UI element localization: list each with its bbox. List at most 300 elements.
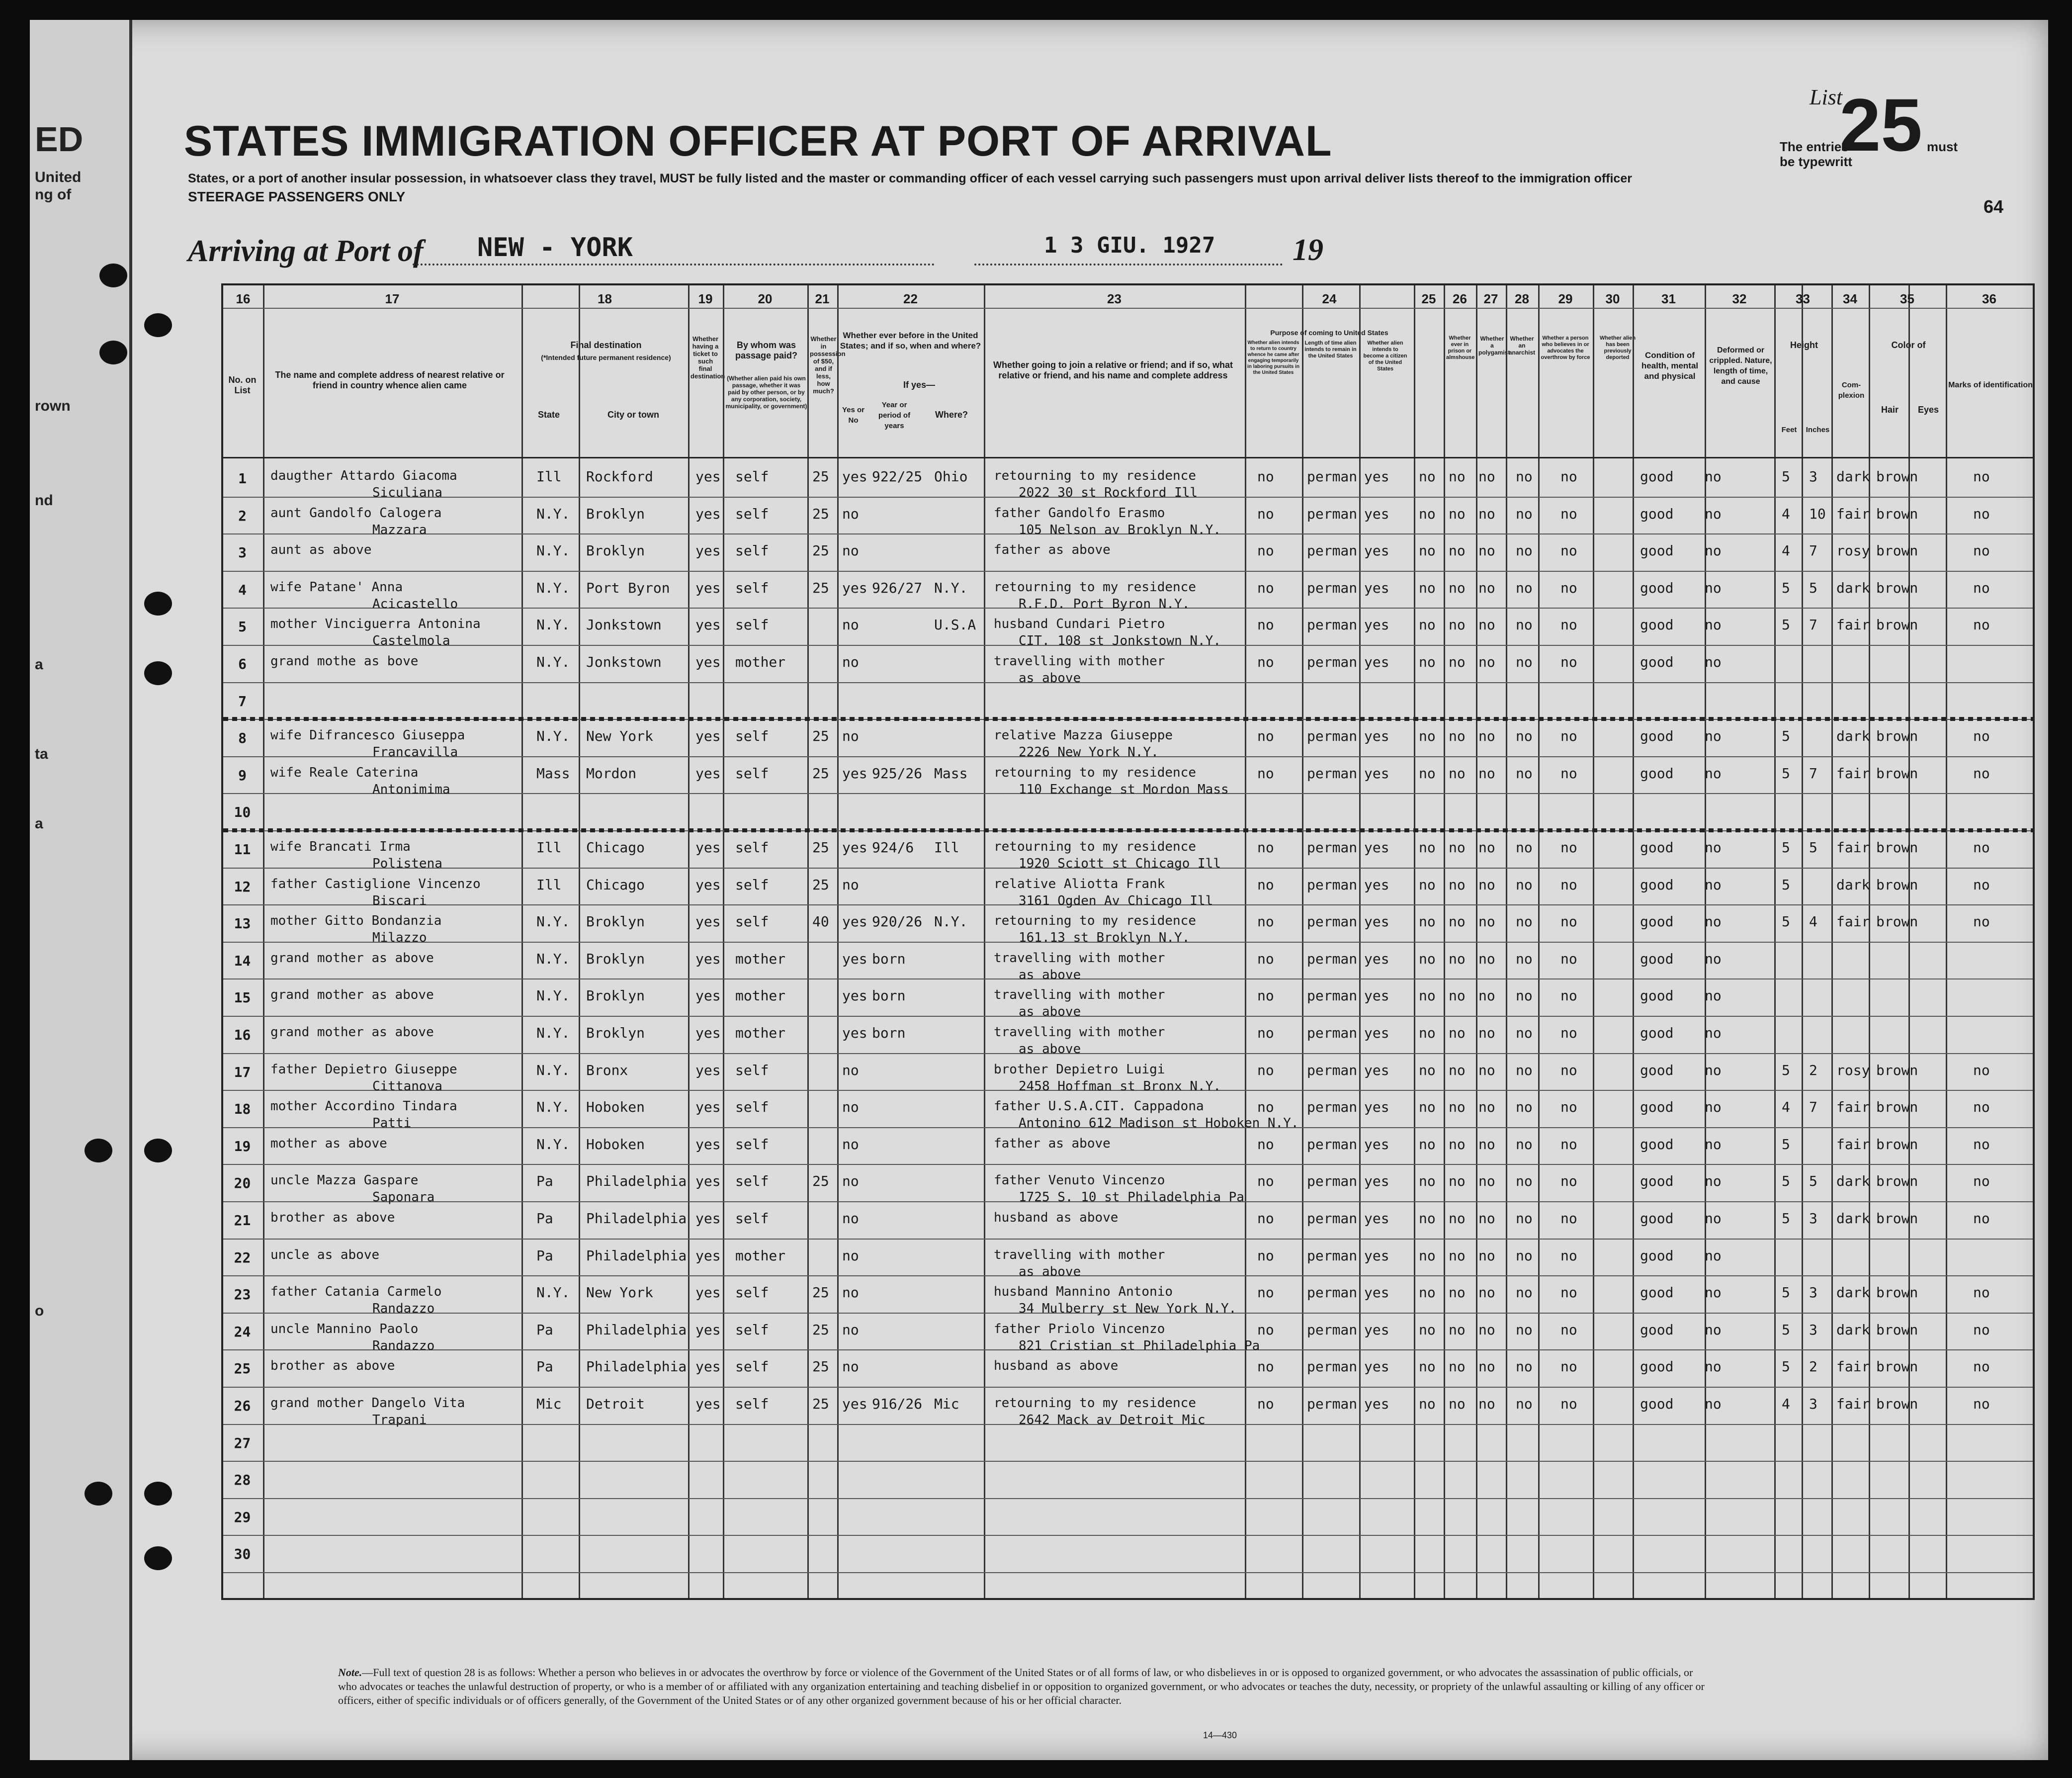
cell-health: good	[1640, 468, 1674, 485]
cell-health: good	[1640, 1210, 1674, 1227]
cell-period: born	[872, 1025, 906, 1041]
cell-health: good	[1640, 1358, 1674, 1375]
column-number: 16	[236, 291, 251, 306]
cell-city: Broklyn	[586, 542, 645, 559]
cell-p2: perman	[1307, 1025, 1358, 1041]
cell-state: N.Y.	[536, 1099, 570, 1116]
cell-where: Ill	[934, 839, 959, 856]
year-label: 19	[1293, 233, 1323, 267]
col-header-passage-paid: By whom was passage paid?	[735, 340, 798, 360]
cell-rel-town: Milazzo	[372, 930, 427, 946]
cell-health: good	[1640, 1136, 1674, 1153]
cell-paid: self	[735, 1284, 769, 1301]
col-header-complexion: Com-plexion	[1838, 381, 1865, 400]
cell-health: good	[1640, 839, 1674, 856]
cell-p2: perman	[1307, 728, 1358, 745]
cell-p1: no	[1257, 1210, 1274, 1227]
cell-hair: brown	[1876, 913, 1918, 930]
cell-c30: no	[1560, 876, 1577, 893]
cell-state: Pa	[536, 1173, 553, 1190]
cell-rel-town: Randazzo	[372, 1301, 435, 1317]
cell-compl: dark	[1836, 1284, 1870, 1301]
cell-feet: 5	[1782, 913, 1790, 930]
cell-join-address: 3161 Ogden Av Chicago Ill	[1019, 893, 1213, 908]
cell-p3: yes	[1364, 1321, 1389, 1338]
cell-c28: no	[1478, 1025, 1495, 1041]
cell-p2: perman	[1307, 468, 1358, 485]
column-number: 34	[1843, 291, 1857, 306]
cell-ticket: yes	[695, 987, 721, 1004]
cell-hair: brown	[1876, 1099, 1918, 1116]
cell-money: 25	[812, 1284, 829, 1301]
cell-c29: no	[1516, 728, 1533, 745]
cell-p3: yes	[1364, 1358, 1389, 1375]
cell-c30: no	[1560, 1284, 1577, 1301]
cell-c26: no	[1419, 728, 1436, 745]
cell-hair: brown	[1876, 1173, 1918, 1190]
cell-join-address: as above	[1019, 1004, 1081, 1020]
cell-state: N.Y.	[536, 617, 570, 633]
cell-join-address: R.F.D. Port Byron N.Y.	[1019, 596, 1190, 612]
cell-p3: yes	[1364, 876, 1389, 893]
row-number: 30	[234, 1546, 251, 1563]
cell-paid: mother	[735, 1247, 786, 1264]
cell-city: New York	[586, 728, 653, 745]
cell-rel: grand mothe as bove	[270, 654, 419, 669]
cell-city: Broklyn	[586, 505, 645, 522]
cell-c27: no	[1449, 839, 1466, 856]
cell-p2: perman	[1307, 839, 1358, 856]
row-rule	[223, 571, 2033, 572]
cell-c28: no	[1478, 839, 1495, 856]
cell-marks: no	[1973, 765, 1990, 782]
cell-feet: 5	[1782, 1358, 1790, 1375]
left-fragment: a	[35, 815, 43, 832]
cell-paid: self	[735, 1099, 769, 1116]
cell-feet: 4	[1782, 1396, 1790, 1412]
cell-before: no	[842, 1136, 859, 1153]
cell-money: 25	[812, 728, 829, 745]
cell-rel: mother Accordino Tindara	[270, 1099, 457, 1114]
cell-compl: fair	[1836, 1358, 1870, 1375]
cell-c28: no	[1478, 1396, 1495, 1412]
cell-deform: no	[1705, 1062, 1722, 1078]
cell-c28: no	[1478, 542, 1495, 559]
row-number: 13	[234, 915, 251, 932]
cell-ticket: yes	[695, 1099, 721, 1116]
cell-feet: 5	[1782, 468, 1790, 485]
cell-inches: 5	[1809, 1173, 1817, 1190]
cell-p1: no	[1257, 765, 1274, 782]
cell-p1: no	[1257, 617, 1274, 633]
cell-join-address: 110 Exchange st Mordon Mass	[1019, 782, 1229, 797]
cell-hair: brown	[1876, 728, 1918, 745]
cell-paid: self	[735, 913, 769, 930]
cell-state: Mass	[536, 765, 570, 782]
cell-join-address: as above	[1019, 1042, 1081, 1057]
cell-money: 25	[812, 839, 829, 856]
cell-rel: mother as above	[270, 1136, 387, 1151]
cell-p3: yes	[1364, 1025, 1389, 1041]
cell-c29: no	[1516, 468, 1533, 485]
cell-p2: perman	[1307, 1062, 1358, 1078]
cell-where: Ohio	[934, 468, 968, 485]
cell-marks: no	[1973, 542, 1990, 559]
cell-period: born	[872, 950, 906, 967]
cell-before: no	[842, 1099, 859, 1116]
header-rule	[223, 457, 2033, 458]
col-header-joining: Whether going to join a relative or friend; and if so, what relative or friend, and his name and complete address	[993, 360, 1233, 380]
cell-p3: yes	[1364, 505, 1389, 522]
cell-paid: self	[735, 1321, 769, 1338]
cell-deform: no	[1705, 839, 1722, 856]
cell-c29: no	[1516, 1321, 1533, 1338]
cell-c29: no	[1516, 876, 1533, 893]
cell-join: travelling with mother	[994, 1025, 1165, 1040]
cell-ticket: yes	[695, 468, 721, 485]
col-header-height: Height	[1790, 340, 1818, 350]
cell-rel: mother Gitto Bondanzia	[270, 913, 442, 929]
cell-c27: no	[1449, 468, 1466, 485]
cell-inches: 4	[1809, 913, 1817, 930]
cell-c26: no	[1419, 1173, 1436, 1190]
cell-paid: self	[735, 1210, 769, 1227]
cell-c29: no	[1516, 654, 1533, 670]
left-fragment: ta	[35, 746, 48, 762]
column-number: 27	[1483, 291, 1498, 306]
cell-rel: uncle as above	[270, 1247, 380, 1262]
cell-c26: no	[1419, 1284, 1436, 1301]
cell-c28: no	[1478, 1284, 1495, 1301]
cell-feet: 5	[1782, 728, 1790, 745]
cell-p3: yes	[1364, 468, 1389, 485]
cell-c26: no	[1419, 950, 1436, 967]
form-code: 14—430	[1203, 1730, 1237, 1740]
cell-before: yes	[842, 1025, 867, 1041]
cell-p3: yes	[1364, 1247, 1389, 1264]
cell-before: no	[842, 1321, 859, 1338]
cell-c26: no	[1419, 1358, 1436, 1375]
row-rule	[223, 1164, 2033, 1165]
cell-health: good	[1640, 1099, 1674, 1116]
cell-inches: 7	[1809, 617, 1817, 633]
cell-hair: brown	[1876, 1396, 1918, 1412]
cell-c29: no	[1516, 950, 1533, 967]
cell-deform: no	[1705, 1396, 1722, 1412]
cell-ticket: yes	[695, 1062, 721, 1078]
cell-before: no	[842, 617, 859, 633]
cell-c26: no	[1419, 765, 1436, 782]
cell-inches: 3	[1809, 468, 1817, 485]
cell-p2: perman	[1307, 1247, 1358, 1264]
cell-join: retourning to my residence	[994, 579, 1196, 595]
cell-c30: no	[1560, 839, 1577, 856]
cell-before: no	[842, 542, 859, 559]
cell-before: no	[842, 1247, 859, 1264]
cell-feet: 5	[1782, 765, 1790, 782]
cell-c27: no	[1449, 1173, 1466, 1190]
row-number: 21	[234, 1212, 251, 1229]
cell-paid: self	[735, 765, 769, 782]
cell-c30: no	[1560, 579, 1577, 596]
header-rule	[223, 308, 2033, 309]
binder-hole	[85, 1139, 112, 1162]
cell-c30: no	[1560, 1136, 1577, 1153]
cell-p1: no	[1257, 1358, 1274, 1375]
cell-ticket: yes	[695, 1210, 721, 1227]
row-rule	[223, 1275, 2033, 1276]
column-number: 30	[1605, 291, 1620, 306]
row-number: 24	[234, 1323, 251, 1340]
list-note-line: be typewritt	[1780, 154, 1852, 169]
column-number: 35	[1900, 291, 1914, 306]
cell-before: no	[842, 1173, 859, 1190]
cell-c28: no	[1478, 1173, 1495, 1190]
cell-rel-town: Mazzara	[372, 522, 427, 537]
cell-c30: no	[1560, 617, 1577, 633]
cell-where: Mass	[934, 765, 968, 782]
cell-marks: no	[1973, 617, 1990, 633]
cell-p1: no	[1257, 505, 1274, 522]
column-number: 28	[1515, 291, 1529, 306]
column-number: 21	[815, 291, 830, 306]
cell-c30: no	[1560, 1099, 1577, 1116]
cell-join-address: 2458 Hoffman st Bronx N.Y.	[1019, 1078, 1221, 1094]
cell-p2: perman	[1307, 579, 1358, 596]
cell-p2: perman	[1307, 1136, 1358, 1153]
cell-health: good	[1640, 1284, 1674, 1301]
cell-deform: no	[1705, 1284, 1722, 1301]
cell-city: Jonkstown	[586, 654, 662, 670]
cell-p2: perman	[1307, 987, 1358, 1004]
cell-join-address: 105 Nelson av Broklyn N.Y.	[1019, 522, 1221, 537]
cell-c26: no	[1419, 654, 1436, 670]
row-number: 10	[234, 804, 251, 821]
cell-c28: no	[1478, 913, 1495, 930]
cell-city: Hoboken	[586, 1099, 645, 1116]
cell-p1: no	[1257, 468, 1274, 485]
cell-rel-town: Polistena	[372, 856, 442, 871]
cell-c29: no	[1516, 1062, 1533, 1078]
cell-hair: brown	[1876, 505, 1918, 522]
left-fragment: rown	[35, 398, 71, 414]
page-title: STATES IMMIGRATION OFFICER AT PORT OF ARRIVAL	[184, 117, 1332, 165]
cell-before: no	[842, 1358, 859, 1375]
cell-paid: self	[735, 1396, 769, 1412]
cell-ticket: yes	[695, 1136, 721, 1153]
cell-compl: dark	[1836, 1210, 1870, 1227]
row-number: 9	[238, 767, 247, 784]
cell-marks: no	[1973, 505, 1990, 522]
cell-hair: brown	[1876, 617, 1918, 633]
cell-health: good	[1640, 1396, 1674, 1412]
cell-health: good	[1640, 1321, 1674, 1338]
column-number: 23	[1107, 291, 1122, 306]
cell-rel-town: Patti	[372, 1116, 412, 1131]
cell-c28: no	[1478, 1136, 1495, 1153]
cell-state: Pa	[536, 1247, 553, 1264]
column-number: 22	[903, 291, 918, 306]
cell-c30: no	[1560, 1396, 1577, 1412]
cell-c27: no	[1449, 654, 1466, 670]
cell-c26: no	[1419, 617, 1436, 633]
cell-deform: no	[1705, 913, 1722, 930]
cell-feet: 5	[1782, 1173, 1790, 1190]
col-header-relative: The name and complete address of nearest relative or friend in country whence alien came	[275, 370, 505, 390]
cell-p3: yes	[1364, 1173, 1389, 1190]
cell-before: no	[842, 1062, 859, 1078]
cell-c30: no	[1560, 1321, 1577, 1338]
cell-health: good	[1640, 542, 1674, 559]
footnote-text: —Full text of question 28 is as follows: Whether a person who believes in or advocates the overthrow by force or violence of the Government of the United States or of all forms of law, or who disbelieves in or is opposed to organized government, or who advocates the assassination of public officials, or who advocates or teaches the unlawful destruction of property, or who is a member of or affiliated with any organization entertaining and teaching disbelief in or opposition to organized government, or who advocates or teaches the duty, necessity, or propriety of the unlawful assaulting or killing of any officer or officers, either of specific individuals or of officers generally, of the Government of the United States or of any other organized government because of his or her official character.	[338, 1666, 1705, 1706]
cell-rel-town: Saponara	[372, 1190, 435, 1205]
cell-period: 920/26	[872, 913, 923, 930]
cell-p2: perman	[1307, 950, 1358, 967]
cell-state: N.Y.	[536, 1284, 570, 1301]
cell-join-address: Antonino 612 Madison st Hoboken N.Y.	[1019, 1116, 1299, 1131]
cell-c27: no	[1449, 1210, 1466, 1227]
cell-money: 25	[812, 1396, 829, 1412]
cell-p3: yes	[1364, 839, 1389, 856]
cell-c29: no	[1516, 1099, 1533, 1116]
cell-c27: no	[1449, 765, 1466, 782]
cell-state: Pa	[536, 1321, 553, 1338]
col-header-hair: Hair	[1881, 405, 1899, 415]
cell-c28: no	[1478, 579, 1495, 596]
cell-money: 25	[812, 1173, 829, 1190]
cell-p1: no	[1257, 839, 1274, 856]
arriving-label: Arriving at Port of	[188, 234, 424, 268]
list-note-line: The entries	[1780, 139, 1849, 154]
column-number: 26	[1453, 291, 1467, 306]
cell-period: 924/6	[872, 839, 914, 856]
cell-deform: no	[1705, 579, 1722, 596]
port-of-arrival: NEW - YORK	[477, 233, 633, 263]
cell-where: N.Y.	[934, 579, 968, 596]
cell-feet: 5	[1782, 1210, 1790, 1227]
row-number: 16	[234, 1027, 251, 1043]
cell-join-address: 1725 S. 10 st Philadelphia Pa	[1019, 1190, 1244, 1205]
cell-join: father Priolo Vincenzo	[994, 1321, 1165, 1336]
cell-state: Mic	[536, 1396, 562, 1412]
cell-city: Chicago	[586, 876, 645, 893]
cell-p1: no	[1257, 728, 1274, 745]
cell-state: Pa	[536, 1210, 553, 1227]
row-number: 17	[234, 1064, 251, 1080]
col-header-overthrow: Whether a person who believes in or advocates the overthrow by force	[1541, 335, 1590, 360]
dotted-rule	[974, 264, 1283, 266]
cell-join-address: 2226 New York N.Y.	[1019, 745, 1159, 760]
cell-c30: no	[1560, 1210, 1577, 1227]
cell-before: yes	[842, 765, 867, 782]
cell-inches: 7	[1809, 765, 1817, 782]
cell-ticket: yes	[695, 1173, 721, 1190]
row-number: 22	[234, 1249, 251, 1266]
cell-rel: grand mother Dangelo Vita	[270, 1396, 465, 1411]
cell-compl: fair	[1836, 1396, 1870, 1412]
cell-p3: yes	[1364, 617, 1389, 633]
cell-c26: no	[1419, 987, 1436, 1004]
cell-join-address: as above	[1019, 1264, 1081, 1279]
cell-period: born	[872, 987, 906, 1004]
cell-join-address: 34 Mulberry st New York N.Y.	[1019, 1301, 1237, 1317]
cell-c29: no	[1516, 617, 1533, 633]
col-header-anarchist: Whether an anarchist	[1508, 335, 1536, 356]
column-number: 18	[598, 291, 612, 306]
cell-paid: self	[735, 1358, 769, 1375]
binder-hole	[144, 661, 172, 685]
left-fragment: ED	[35, 120, 84, 159]
cell-c28: no	[1478, 1247, 1495, 1264]
row-number: 25	[234, 1360, 251, 1377]
cell-c29: no	[1516, 987, 1533, 1004]
cell-marks: no	[1973, 1284, 1990, 1301]
col-header-list-no: No. on List	[228, 375, 257, 395]
cell-period: 916/26	[872, 1396, 923, 1412]
cell-rel: wife Difrancesco Giuseppa	[270, 728, 465, 743]
cell-ticket: yes	[695, 1321, 721, 1338]
cell-health: good	[1640, 1247, 1674, 1264]
cell-health: good	[1640, 579, 1674, 596]
cell-marks: no	[1973, 1173, 1990, 1190]
cell-p1: no	[1257, 579, 1274, 596]
cell-c26: no	[1419, 505, 1436, 522]
col-header-if-yes: If yes—	[903, 380, 936, 390]
cell-p1: no	[1257, 1025, 1274, 1041]
cell-rel: aunt as above	[270, 542, 372, 558]
cell-p2: perman	[1307, 913, 1358, 930]
cell-ticket: yes	[695, 505, 721, 522]
cell-join-address: CIT. 108 st Jonkstown N.Y.	[1019, 633, 1221, 649]
cell-marks: no	[1973, 1136, 1990, 1153]
footnote-label: Note.	[338, 1666, 362, 1679]
cell-c26: no	[1419, 839, 1436, 856]
cell-c30: no	[1560, 654, 1577, 670]
cell-p3: yes	[1364, 1284, 1389, 1301]
cell-p3: yes	[1364, 579, 1389, 596]
cell-marks: no	[1973, 876, 1990, 893]
cell-rel-town: Antonimima	[372, 782, 450, 797]
cell-c26: no	[1419, 1136, 1436, 1153]
row-rule	[223, 1387, 2033, 1388]
cell-rel-town: Trapani	[372, 1413, 427, 1427]
cell-deform: no	[1705, 468, 1722, 485]
column-number: 29	[1558, 291, 1573, 306]
cell-hair: brown	[1876, 1062, 1918, 1078]
cell-join: retourning to my residence	[994, 1396, 1196, 1411]
cell-c27: no	[1449, 579, 1466, 596]
column-number: 25	[1421, 291, 1436, 306]
cell-p1: no	[1257, 1321, 1274, 1338]
cell-compl: fair	[1836, 1099, 1870, 1116]
row-rule	[223, 1535, 2033, 1536]
binder-hole	[144, 1546, 172, 1570]
cell-p1: no	[1257, 987, 1274, 1004]
cell-rel-town: Castelmola	[372, 633, 450, 649]
cell-feet: 5	[1782, 617, 1790, 633]
cell-deform: no	[1705, 654, 1722, 670]
row-rule	[223, 1572, 2033, 1573]
cell-compl: fair	[1836, 505, 1870, 522]
col-header-city: City or town	[607, 410, 659, 420]
cell-inches: 2	[1809, 1062, 1817, 1078]
cell-c28: no	[1478, 1099, 1495, 1116]
row-number: 28	[234, 1472, 251, 1489]
cell-c26: no	[1419, 542, 1436, 559]
cell-ticket: yes	[695, 913, 721, 930]
cell-c26: no	[1419, 468, 1436, 485]
cell-feet: 5	[1782, 1321, 1790, 1338]
